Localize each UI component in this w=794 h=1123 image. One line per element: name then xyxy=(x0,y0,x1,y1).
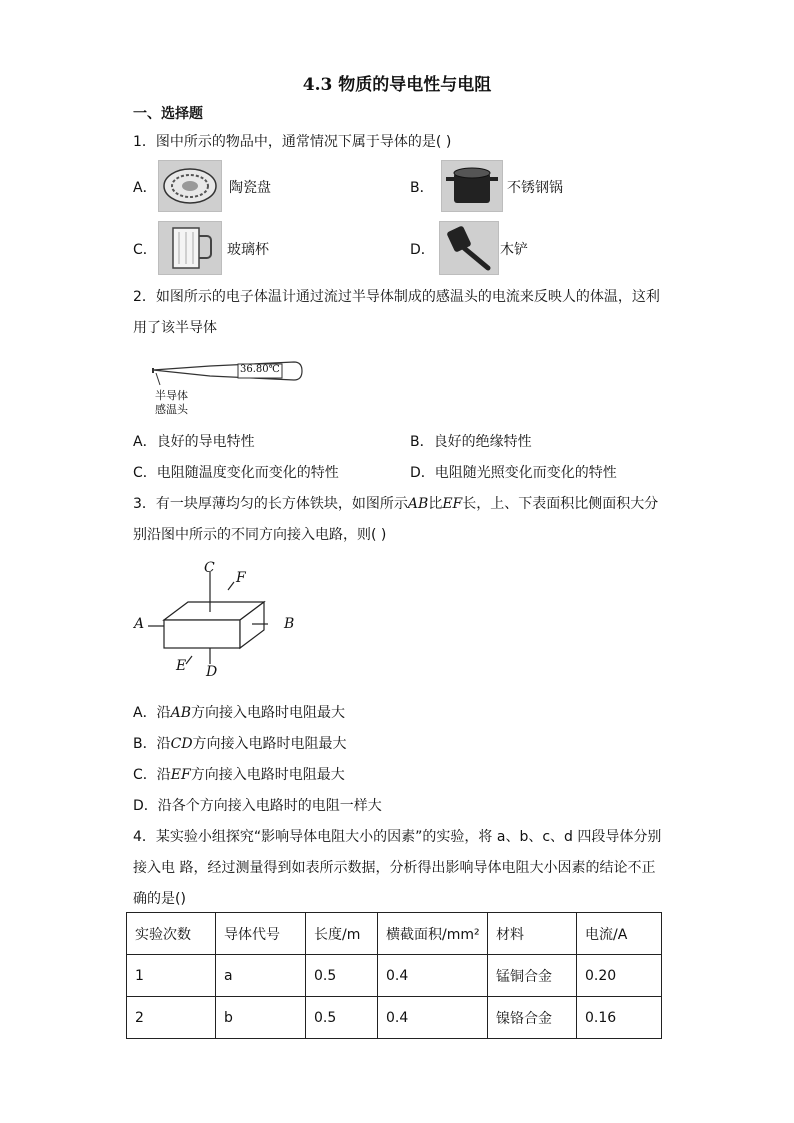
data-table xyxy=(126,912,662,1039)
q3-option-a xyxy=(133,702,345,722)
glass-cup-image xyxy=(158,221,222,275)
table-header-cell: 实验次数 xyxy=(127,913,216,955)
q3-option-a-dir: AB xyxy=(170,705,191,721)
q3-option-b xyxy=(133,733,347,753)
q3-stem-part3: 长，上、下表面积比侧面积大分 xyxy=(462,496,659,512)
q2-stem-line2: 用了该半导体 xyxy=(133,320,217,336)
q1-option-a-text: 陶瓷盘 xyxy=(229,180,271,196)
thermometer-reading: 36.80℃ xyxy=(240,364,280,375)
table-cell: a xyxy=(216,955,306,997)
thermometer-figure xyxy=(150,355,310,417)
table-cell: 镍铬合金 xyxy=(488,997,577,1039)
table-header-cell: 导体代号 xyxy=(216,913,306,955)
q3-option-c-pre: C．沿 xyxy=(133,767,171,783)
q3-stem-ef: EF xyxy=(442,496,463,512)
probe-label-1: 半导体 xyxy=(155,389,188,402)
label-c: C xyxy=(204,560,215,576)
table-header-cell: 电流/A xyxy=(577,913,662,955)
table-cell: b xyxy=(216,997,306,1039)
table-cell: 0.5 xyxy=(306,955,378,997)
table-cell: 锰铜合金 xyxy=(488,955,577,997)
table-header-row xyxy=(127,913,662,955)
q2-option-a: A．良好的导电特性 xyxy=(133,434,255,450)
table-cell: 1 xyxy=(127,955,216,997)
q3-stem-line2: 别沿图中所示的不同方向接入电路，则( ) xyxy=(133,527,387,543)
ceramic-plate-image xyxy=(158,160,222,212)
probe-label-2: 感温头 xyxy=(155,403,188,416)
q1-option-d-label: D． xyxy=(410,242,435,258)
q3-stem-part2: 比 xyxy=(428,496,443,512)
label-d: D xyxy=(206,664,218,680)
q4-stem-line1: 4．某实验小组探究“影响导体电阻大小的因素”的实验，将 a、b、c、d 四段导体分别 xyxy=(133,829,662,845)
q3-option-b-dir: CD xyxy=(170,736,193,752)
steel-pot-image xyxy=(441,160,503,212)
q1-option-c-label: C． xyxy=(133,242,157,258)
table-cell: 0.16 xyxy=(577,997,662,1039)
q3-stem-ab: AB xyxy=(407,496,429,512)
label-f: F xyxy=(236,570,246,586)
label-e: E xyxy=(176,658,187,674)
q4-stem-line2: 接入电 路，经过测量得到如表所示数据，分析得出影响导体电阻大小因素的结论不正 xyxy=(133,860,656,876)
table-header-cell: 材料 xyxy=(488,913,577,955)
q3-option-a-pre: A．沿 xyxy=(133,705,171,721)
label-a: A xyxy=(134,616,145,632)
q3-option-c xyxy=(133,764,345,784)
q4-stem-line3: 确的是() xyxy=(133,891,186,907)
table-cell: 2 xyxy=(127,997,216,1039)
table-header-cell: 横截面积/mm² xyxy=(378,913,488,955)
page-title: 4.3 物质的导电性与电阻 xyxy=(302,75,492,95)
q3-option-d: D．沿各个方向接入电路时的电阻一样大 xyxy=(133,798,382,814)
q2-stem-line1: 2．如图所示的电子体温计通过流过半导体制成的感温头的电流来反映人的体温，这利 xyxy=(133,289,660,305)
iron-block-figure xyxy=(130,560,300,685)
table-cell: 0.4 xyxy=(378,997,488,1039)
q2-option-c: C．电阻随温度变化而变化的特性 xyxy=(133,465,339,481)
q1-option-c-text: 玻璃杯 xyxy=(227,242,269,258)
table-cell: 0.20 xyxy=(577,955,662,997)
label-b: B xyxy=(284,616,295,632)
q1-option-d-text: 木铲 xyxy=(500,242,528,258)
table-cell: 0.4 xyxy=(378,955,488,997)
q1-option-b-text: 不锈钢锅 xyxy=(507,180,563,196)
q3-option-b-pre: B．沿 xyxy=(133,736,171,752)
section-heading: 一、选择题 xyxy=(133,106,203,122)
table-row xyxy=(127,997,662,1039)
table-cell: 0.5 xyxy=(306,997,378,1039)
q2-option-b: B．良好的绝缘特性 xyxy=(410,434,532,450)
table-row xyxy=(127,955,662,997)
q3-stem-part1: 3．有一块厚薄均匀的长方体铁块，如图所示 xyxy=(133,496,408,512)
table-header-cell: 长度/m xyxy=(306,913,378,955)
q1-stem: 1．图中所示的物品中，通常情况下属于导体的是( ) xyxy=(133,134,452,150)
q3-option-c-post: 方向接入电路时电阻最大 xyxy=(190,767,345,783)
q3-option-b-post: 方向接入电路时电阻最大 xyxy=(192,736,347,752)
q1-option-b-label: B． xyxy=(410,180,434,196)
q1-option-a-label: A． xyxy=(133,180,157,196)
q3-option-c-dir: EF xyxy=(170,767,191,783)
wooden-spatula-image xyxy=(439,221,499,275)
q3-option-a-post: 方向接入电路时电阻最大 xyxy=(190,705,345,721)
q3-stem-line1 xyxy=(133,493,658,513)
q2-option-d: D．电阻随光照变化而变化的特性 xyxy=(410,465,617,481)
